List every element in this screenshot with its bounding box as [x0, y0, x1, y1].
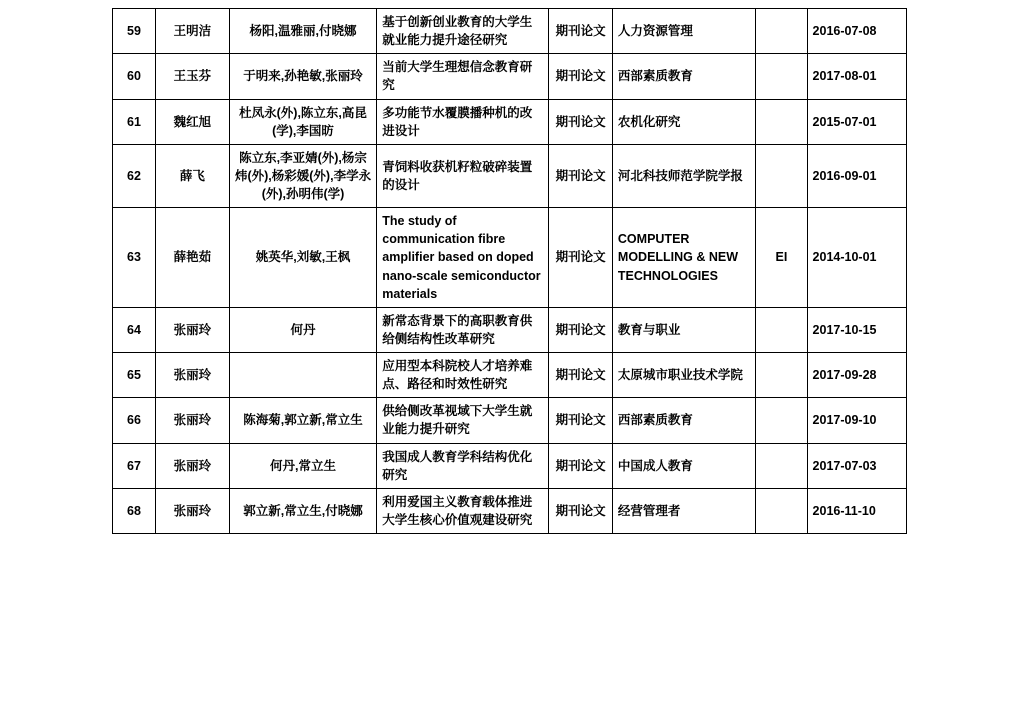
cell-date: 2017-09-10 [807, 398, 906, 443]
publications-table-body [113, 9, 907, 534]
cell-journal: COMPUTER MODELLING & NEW TECHNOLOGIES [612, 208, 755, 308]
cell-sequence-number: 62 [113, 144, 156, 207]
cell-type: 期刊论文 [549, 443, 613, 488]
cell-person-name: 王明洁 [156, 9, 230, 54]
cell-sequence-number: 68 [113, 488, 156, 533]
cell-type: 期刊论文 [549, 144, 613, 207]
cell-journal: 西部素质教育 [612, 54, 755, 99]
cell-date: 2017-10-15 [807, 307, 906, 352]
cell-type: 期刊论文 [549, 208, 613, 308]
cell-authors: 郭立新,常立生,付晓娜 [229, 488, 377, 533]
cell-authors [229, 353, 377, 398]
cell-index [756, 488, 807, 533]
cell-index [756, 144, 807, 207]
cell-title: 基于创新创业教育的大学生就业能力提升途径研究 [377, 9, 549, 54]
cell-index: EI [756, 208, 807, 308]
cell-type: 期刊论文 [549, 488, 613, 533]
table-row [113, 353, 907, 398]
cell-sequence-number: 66 [113, 398, 156, 443]
cell-person-name: 薛艳茹 [156, 208, 230, 308]
cell-person-name: 薛飞 [156, 144, 230, 207]
cell-title: The study of communication fibre amplifier based on doped nano-scale semiconductor materials [377, 208, 549, 308]
cell-sequence-number: 60 [113, 54, 156, 99]
table-row [113, 144, 907, 207]
cell-sequence-number: 59 [113, 9, 156, 54]
cell-person-name: 王玉芬 [156, 54, 230, 99]
cell-sequence-number: 61 [113, 99, 156, 144]
cell-sequence-number: 64 [113, 307, 156, 352]
table-row [113, 208, 907, 308]
cell-person-name: 张丽玲 [156, 488, 230, 533]
cell-journal: 西部素质教育 [612, 398, 755, 443]
publications-table [112, 8, 907, 534]
cell-index [756, 353, 807, 398]
cell-date: 2014-10-01 [807, 208, 906, 308]
cell-journal: 经营管理者 [612, 488, 755, 533]
cell-authors: 何丹,常立生 [229, 443, 377, 488]
cell-type: 期刊论文 [549, 99, 613, 144]
cell-date: 2016-09-01 [807, 144, 906, 207]
publications-table-wrapper [112, 8, 907, 534]
cell-title: 当前大学生理想信念教育研究 [377, 54, 549, 99]
cell-authors: 姚英华,刘敏,王枫 [229, 208, 377, 308]
cell-sequence-number: 67 [113, 443, 156, 488]
cell-type: 期刊论文 [549, 9, 613, 54]
cell-sequence-number: 65 [113, 353, 156, 398]
cell-journal: 太原城市职业技术学院 [612, 353, 755, 398]
cell-index [756, 443, 807, 488]
table-row [113, 488, 907, 533]
cell-index [756, 99, 807, 144]
table-row [113, 307, 907, 352]
cell-title: 利用爱国主义教育载体推进大学生核心价值观建设研究 [377, 488, 549, 533]
cell-index [756, 54, 807, 99]
table-row [113, 99, 907, 144]
cell-authors: 陈海菊,郭立新,常立生 [229, 398, 377, 443]
cell-type: 期刊论文 [549, 353, 613, 398]
cell-title: 应用型本科院校人才培养难点、路径和时效性研究 [377, 353, 549, 398]
cell-date: 2017-07-03 [807, 443, 906, 488]
cell-index [756, 398, 807, 443]
cell-journal: 人力资源管理 [612, 9, 755, 54]
cell-title: 我国成人教育学科结构优化研究 [377, 443, 549, 488]
cell-title: 多功能节水覆膜播种机的改进设计 [377, 99, 549, 144]
cell-authors: 杨阳,温雅丽,付晓娜 [229, 9, 377, 54]
cell-authors: 何丹 [229, 307, 377, 352]
cell-person-name: 张丽玲 [156, 398, 230, 443]
cell-authors: 于明来,孙艳敏,张丽玲 [229, 54, 377, 99]
cell-index [756, 307, 807, 352]
cell-journal: 农机化研究 [612, 99, 755, 144]
cell-index [756, 9, 807, 54]
cell-date: 2016-07-08 [807, 9, 906, 54]
cell-person-name: 魏红旭 [156, 99, 230, 144]
cell-person-name: 张丽玲 [156, 443, 230, 488]
cell-date: 2017-08-01 [807, 54, 906, 99]
cell-type: 期刊论文 [549, 398, 613, 443]
cell-type: 期刊论文 [549, 307, 613, 352]
cell-date: 2016-11-10 [807, 488, 906, 533]
cell-title: 青饲料收获机籽粒破碎装置的设计 [377, 144, 549, 207]
table-row [113, 54, 907, 99]
cell-title: 新常态背景下的高职教育供给侧结构性改革研究 [377, 307, 549, 352]
cell-person-name: 张丽玲 [156, 307, 230, 352]
table-row [113, 443, 907, 488]
cell-journal: 河北科技师范学院学报 [612, 144, 755, 207]
cell-journal: 中国成人教育 [612, 443, 755, 488]
cell-type: 期刊论文 [549, 54, 613, 99]
cell-authors: 杜凤永(外),陈立东,高昆(学),李国昉 [229, 99, 377, 144]
table-row [113, 398, 907, 443]
table-row [113, 9, 907, 54]
cell-date: 2015-07-01 [807, 99, 906, 144]
cell-person-name: 张丽玲 [156, 353, 230, 398]
cell-sequence-number: 63 [113, 208, 156, 308]
cell-journal: 教育与职业 [612, 307, 755, 352]
cell-date: 2017-09-28 [807, 353, 906, 398]
cell-authors: 陈立东,李亚婧(外),杨宗炜(外),杨彩媛(外),李学永(外),孙明伟(学) [229, 144, 377, 207]
cell-title: 供给侧改革视域下大学生就业能力提升研究 [377, 398, 549, 443]
